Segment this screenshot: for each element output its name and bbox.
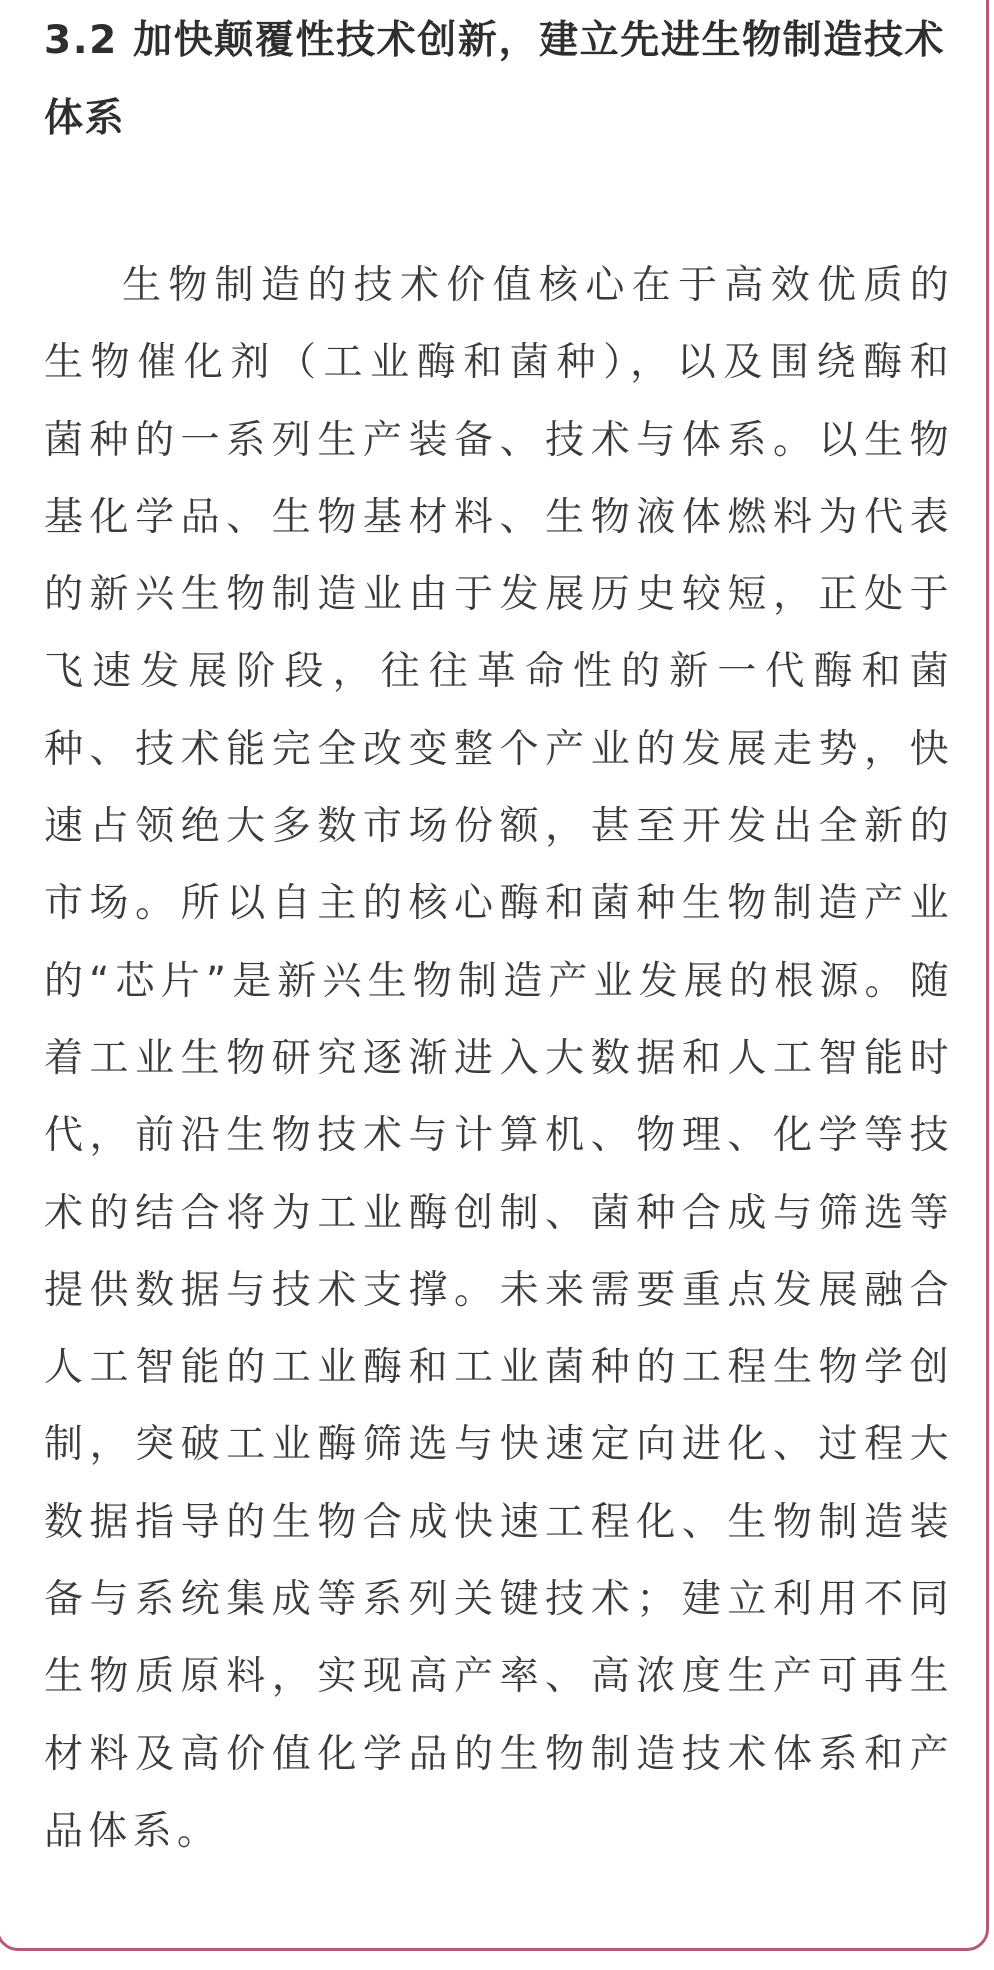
section-paragraph: 生物制造的技术价值核心在于高效优质的生物催化剂（工业酶和菌种），以及围绕酶和菌种的一系列生产装备、技术与体系。以生物基化学品、生物基材料、生物液体燃料为代表的新兴生物制造业由于发展历史较短，正处于飞速发展阶段，往往革命性的新一代酶和菌种、技术能完全改变整个产业的发展走势，快速占领绝大多数市场份额，甚至开发出全新的市场。所以自主的核心酶和菌种生物制造产业的“芯片”是新兴生物制造产业发展的根源。随着工业生物研究逐渐进入大数据和人工智能时代，前沿生物技术与计算机、物理、化学等技术的结合将为工业酶创制、菌种合成与筛选等提供数据与技术支撑。未来需要重点发展融合人工智能的工业酶和工业菌种的工程生物学创制，突破工业酶筛选与快速定向进化、过程大数据指导的生物合成快速工程化、生物制造装备与系统集成等系列关键技术；建立利用不同生物质原料，实现高产率、高浓度生产可再生材料及高价值化学品的生物制造技术体系和产品体系。 [44,263,954,1854]
section-heading: 3.2 加快颠覆性技术创新，建立先进生物制造技术体系 [44,18,946,141]
